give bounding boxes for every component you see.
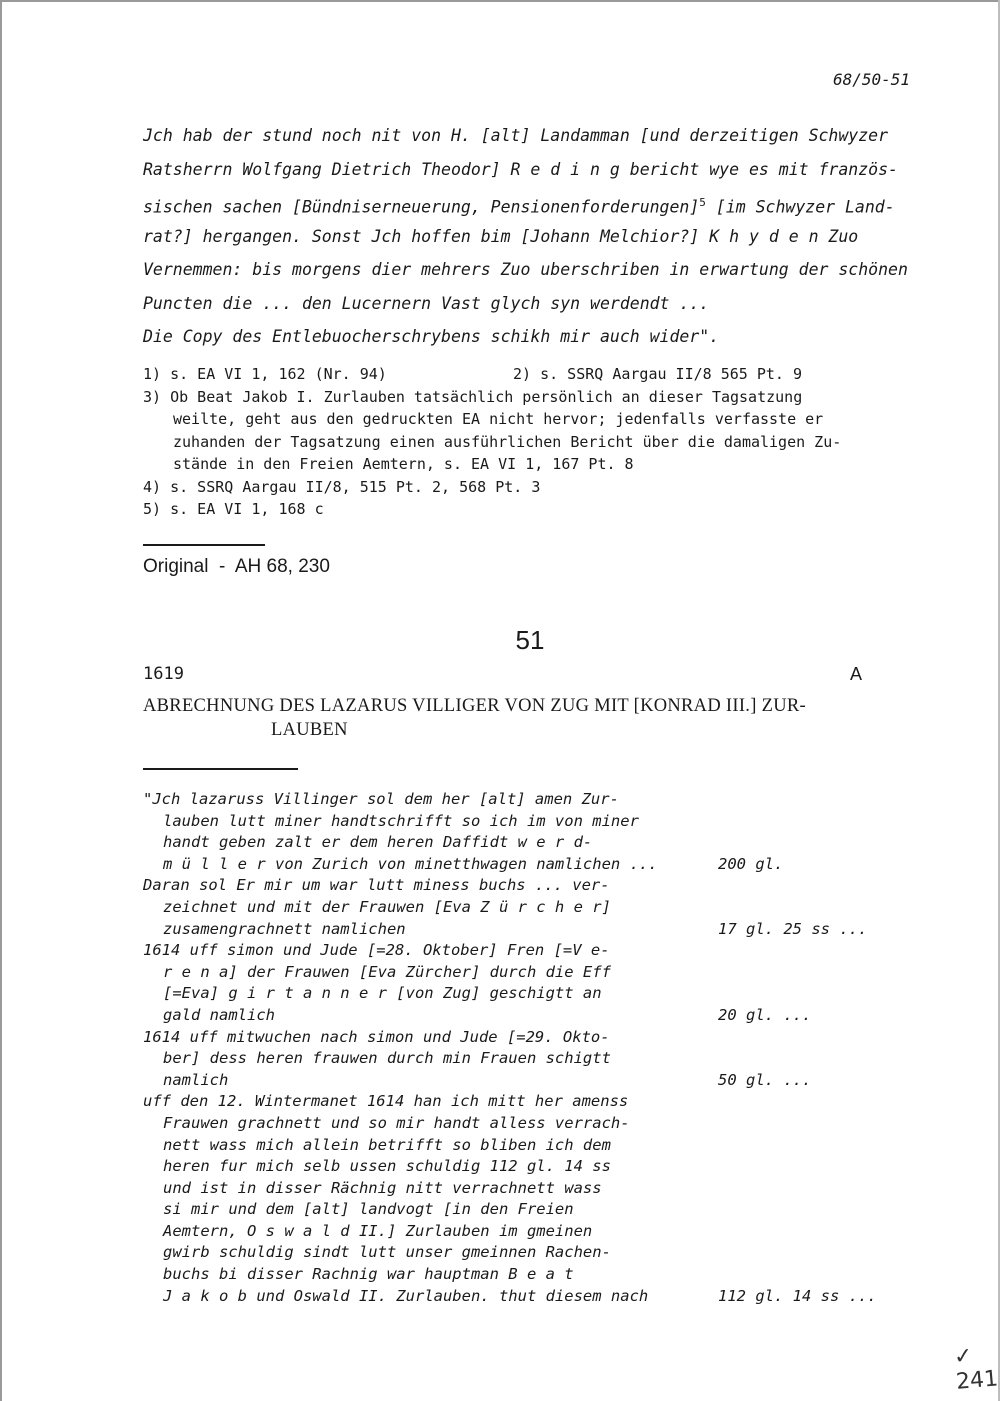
- entry-text: nett wass mich allein betrifft so bliben ich dem: [163, 1135, 611, 1154]
- entry-amount: 112 gl. 14 ss ...: [718, 1286, 877, 1305]
- entry-text: ber] dess heren frauwen durch min Frauen schigtt: [163, 1049, 611, 1068]
- document-title: [143, 694, 903, 742]
- entry-line: [143, 875, 903, 897]
- footnote: [143, 363, 933, 386]
- text-segment: [im Schwyzer Land-: [705, 197, 895, 217]
- entry-text: Daran sol Er mir um war lutt miness buchs ... ver-: [143, 876, 610, 895]
- footnote: stände in den Freien Aemtern, s. EA VI 1, 167 Pt. 8: [173, 455, 634, 473]
- entry-line: [143, 1156, 903, 1178]
- entry-line: [143, 962, 903, 984]
- text-line: rat?] hergangen. Sonst Jch hoffen bim [Johann Melchior?] K h y d e n Zuo: [143, 226, 859, 246]
- entry-text: zeichnet und mit der Frauwen [Eva Z ü r c h e r]: [163, 897, 611, 916]
- document-type: A: [850, 664, 863, 684]
- entry-line: [143, 1048, 903, 1070]
- entry-line: [143, 1286, 903, 1308]
- entry-text: r e n a] der Frauwen [Eva Zürcher] durch die Eff: [163, 962, 611, 981]
- entry-text: heren fur mich selb ussen schuldig 112 gl. 14 ss: [163, 1157, 611, 1176]
- account-entries: [143, 789, 903, 1307]
- document-number: 51: [515, 625, 545, 655]
- text-line: [143, 186, 933, 220]
- source-reference: Original - AH 68, 230: [143, 556, 330, 577]
- handwritten-margin-mark: ✓ 241: [952, 1343, 1000, 1395]
- entry-line: [143, 1242, 903, 1264]
- entry-line: [143, 811, 903, 833]
- entry-text: gald namlich: [163, 1005, 275, 1024]
- entry-line: [143, 1027, 903, 1049]
- entry-line: [143, 983, 903, 1005]
- entry-line: [143, 897, 903, 919]
- entry-text: [=Eva] g i r t a n n e r [von Zug] geschigtt an: [163, 984, 602, 1003]
- entry-line: [143, 1091, 903, 1113]
- entry-text: Frauwen grachnett und so mir handt alless verrach-: [163, 1113, 630, 1132]
- entry-line: [143, 1005, 903, 1027]
- page-reference: 68/50-51: [832, 70, 910, 89]
- footnotes: [143, 363, 933, 521]
- entry-text: 1614 uff mitwuchen nach simon und Jude [=29. Okto-: [143, 1027, 610, 1046]
- entry-text: Aemtern, O s w a l d II.] Zurlauben im gmeinen: [163, 1221, 593, 1240]
- entry-line: [143, 789, 903, 811]
- entry-text: uff den 12. Wintermanet 1614 han ich mitt her amenss: [143, 1092, 629, 1111]
- entry-line: [143, 1113, 903, 1135]
- preceding-letter-text: [143, 119, 933, 354]
- footnote-1: 1) s. EA VI 1, 162 (Nr. 94): [143, 365, 387, 383]
- entry-text: si mir und dem [alt] landvogt [in den Freien: [163, 1200, 574, 1219]
- entry-text: handt geben zalt er dem heren Daffidt w e r d-: [163, 833, 593, 852]
- entry-line: [143, 1135, 903, 1157]
- entry-text: lauben lutt miner handtschrifft so ich im von miner: [163, 811, 639, 830]
- title-divider: [143, 768, 298, 770]
- entry-line: [143, 832, 903, 854]
- entry-amount: 17 gl. 25 ss ...: [718, 919, 868, 938]
- text-line: Ratsherrn Wolfgang Dietrich Theodor] R e d i n g bericht wye es mit französ-: [143, 159, 898, 179]
- scan-edge-left: [0, 0, 2, 1401]
- entry-amount: 50 gl. ...: [718, 1070, 812, 1089]
- entry-line: [143, 1070, 903, 1092]
- entry-text: 1614 uff simon und Jude [=28. Oktober] Fren [=V e-: [143, 941, 610, 960]
- text-segment: sischen sachen [Bündniserneuerung, Pensionenforderungen]: [143, 197, 700, 217]
- entry-text: buchs bi disser Rachnig war hauptman B e a t: [163, 1265, 574, 1284]
- footnote: zuhanden der Tagsatzung einen ausführlichen Bericht über die damaligen Zu-: [173, 432, 842, 451]
- entry-line: [143, 1199, 903, 1221]
- entry-line: [143, 1221, 903, 1243]
- entry-line: [143, 940, 903, 962]
- entry-text: gwirb schuldig sindt lutt unser gmeinnen Rachen-: [163, 1243, 611, 1262]
- entry-amount: 20 gl. ...: [718, 1005, 812, 1024]
- entry-text: m ü l l e r von Zurich von minetthwagen namlichen ...: [163, 854, 658, 873]
- entry-text: und ist in disser Rächnig nitt verrachnett wass: [163, 1178, 602, 1197]
- text-line: Die Copy des Entlebuocherschrybens schikh mir auch wider".: [143, 327, 720, 346]
- footnote: 4) s. SSRQ Aargau II/8, 515 Pt. 2, 568 Pt. 3: [143, 477, 541, 496]
- entry-line: [143, 854, 903, 876]
- text-line: Jch hab der stund noch nit von H. [alt] Landamman [und derzeitigen Schwyzer: [143, 126, 889, 145]
- title-line: ABRECHNUNG DES LAZARUS VILLIGER VON ZUG MIT [KONRAD III.] ZUR-: [143, 696, 806, 716]
- entry-line: [143, 919, 903, 941]
- entry-amount: 200 gl.: [718, 854, 784, 873]
- entry-text: J a k o b und Oswald II. Zurlauben. thut diesem nach: [163, 1286, 649, 1305]
- entry-line: [143, 1178, 903, 1200]
- scan-edge-top: [0, 0, 1000, 2]
- document-year: 1619: [143, 664, 184, 684]
- entry-text: namlich: [163, 1070, 229, 1089]
- section-divider: [143, 544, 265, 546]
- footnote-2: 2) s. SSRQ Aargau II/8 565 Pt. 9: [513, 365, 802, 383]
- entry-text: "Jch lazaruss Villinger sol dem her [alt] amen Zur-: [143, 790, 619, 808]
- text-line: Vernemmen: bis morgens dier mehrers Zuo uberschriben in erwartung der schönen: [143, 260, 908, 279]
- footnote-marker: 5: [699, 196, 706, 209]
- text-line: Puncten die ... den Lucernern Vast glych syn werdendt ...: [143, 293, 710, 313]
- footnote: weilte, geht aus den gedruckten EA nicht hervor; jedenfalls verfasste er: [173, 410, 824, 428]
- entry-text: zusamengrachnett namlichen: [163, 919, 406, 938]
- entry-line: [143, 1264, 903, 1286]
- footnote: 3) Ob Beat Jakob I. Zurlauben tatsächlich persönlich an dieser Tagsatzung: [143, 387, 803, 406]
- title-line: LAUBEN: [271, 720, 348, 740]
- footnote: 5) s. EA VI 1, 168 c: [143, 500, 324, 518]
